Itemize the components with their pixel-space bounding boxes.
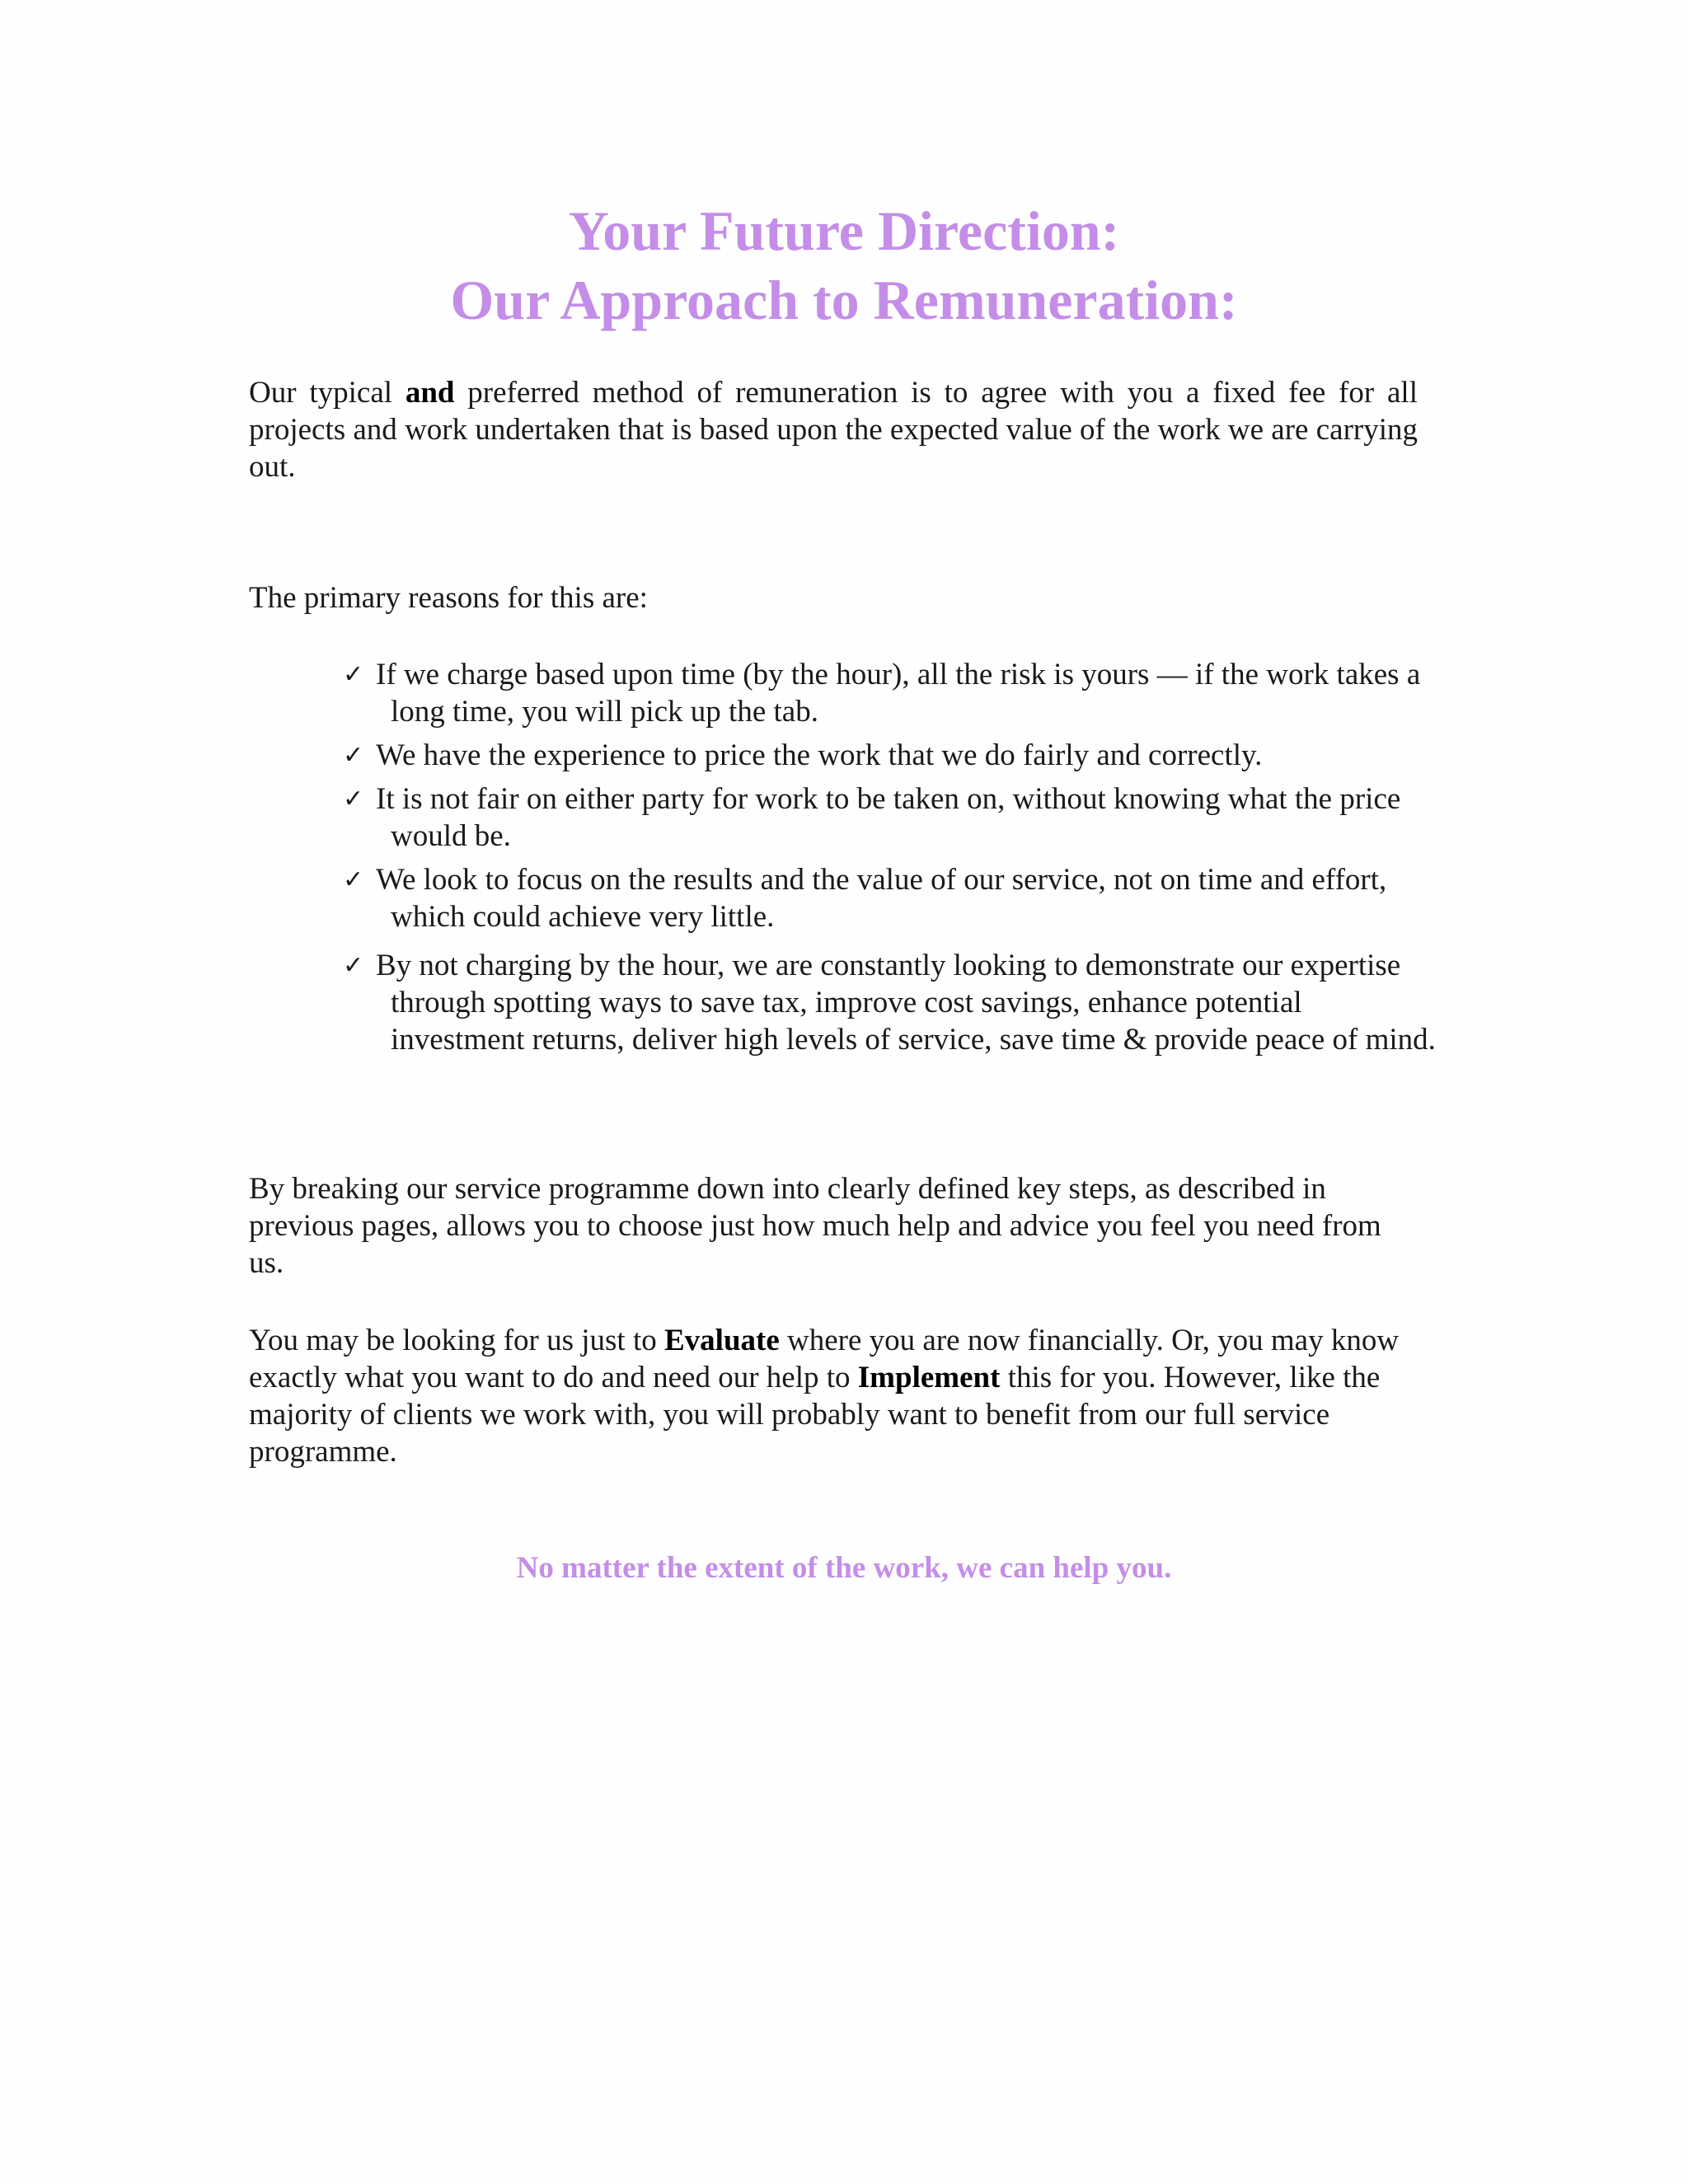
check-icon: ✓ [343,741,364,770]
evaluate-bold-word: Evaluate [663,1324,780,1357]
reason-item [340,861,1436,935]
reason-item [340,656,1436,730]
title-line-2: Our Approach to Remuneration: [450,269,1238,331]
tagline: No matter the extent of the work, we can help you. [516,1551,1172,1585]
reason-item [340,780,1436,855]
reason-text: If we charge based upon time (by the hour), all the risk is yours — if the work takes a long time, you will pick up the tab. [376,658,1421,729]
reason-text: By not charging by the hour, we are constantly looking to demonstrate our expertise through spotting ways to save tax, improve cost savings, enhance potential investment returns, deliver high levels of service, save time & provide peace of mind. [376,949,1436,1057]
check-icon: ✓ [343,865,364,894]
options-paragraph [249,1322,1418,1470]
options-text-2: where you are now financially. Or, you may know exactly what you want to do and need our help to [249,1324,1400,1394]
check-icon: ✓ [343,660,364,689]
intro-bold-word: and [405,376,455,410]
options-text-3: this for you. However, like the majority of clients we work with, you will probably want to benefit from our full service programme. [249,1361,1381,1469]
check-icon: ✓ [343,951,364,980]
reason-text: We have the experience to price the work that we do fairly and correctly. [376,738,1263,772]
reasons-list [340,656,1436,1065]
title-line-1: Your Future Direction: [568,199,1120,262]
intro-paragraph [249,374,1418,485]
reasons-heading: The primary reasons for this are: [249,581,648,615]
intro-text-rest: preferred method of remuneration is to agree with you a fixed fee for all projects and work undertaken that is based upon the expected value of the work we are carrying out. [249,376,1418,484]
check-icon: ✓ [343,785,364,813]
reason-item [340,947,1436,1058]
reason-item [340,737,1436,774]
reason-text: It is not fair on either party for work to be taken on, without knowing what the price would be. [376,782,1401,853]
options-text-1: You may be looking for us just to [249,1324,664,1357]
programme-paragraph: By breaking our service programme down into clearly defined key steps, as described in previous pages, allows you to choose just how much help and advice you feel you need from us. [249,1172,1381,1280]
intro-text-start: Our typical [249,376,406,410]
implement-bold-word: Implement [857,1361,1001,1394]
reason-text: We look to focus on the results and the value of our service, not on time and effort, which could achieve very little. [376,863,1387,934]
